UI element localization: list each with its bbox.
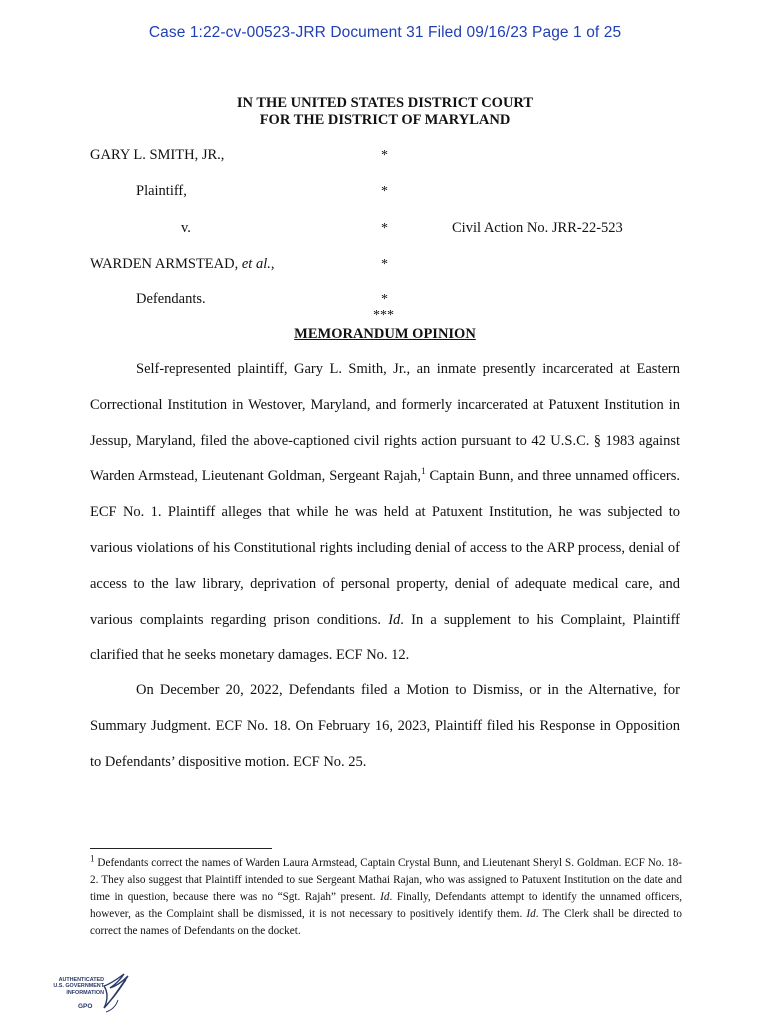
plaintiff-role: Plaintiff,	[136, 183, 187, 199]
footnote-divider	[90, 848, 272, 849]
gpo-seal-line3: INFORMATION	[66, 989, 104, 996]
court-heading-line1: IN THE UNITED STATES DISTRICT COURT	[236, 95, 534, 111]
gpo-seal-abbr: GPO	[78, 1003, 93, 1010]
footnote-reference: 1	[421, 466, 426, 477]
defendant-role: Defendants.	[136, 291, 206, 307]
caption-star: *	[381, 221, 388, 236]
caption-star: *	[381, 184, 388, 199]
gpo-seal-line1: AUTHENTICATED	[58, 977, 104, 983]
gpo-authentication-seal	[44, 970, 132, 1018]
body-paragraph-1	[90, 352, 680, 674]
caption-star: *	[381, 292, 388, 307]
court-heading-line2: FOR THE DISTRICT OF MARYLAND	[259, 112, 511, 128]
footnote-id-2: Id	[526, 907, 536, 920]
p1-text-b: Captain Bunn, and three unnamed officers. ECF No. 1. Plaintiff alleges that while he was held at Patuxent Institution, he was subjected to various violations of his Constitutional rights including denial of access to the ARP process, denial of access to the law library, deprivation of personal property, denial of adequate medical care, and various complaints regarding prison conditions.	[90, 468, 680, 628]
document-title: MEMORANDUM OPINION	[294, 326, 476, 342]
caption-star: *	[381, 148, 388, 163]
footnote-text-b: . Finally, Defendants attempt to identify the unnamed officers, however, as the Complaint shall be dismissed, it is not necessary to positively identify them.	[90, 890, 683, 920]
footnote-1	[90, 855, 682, 940]
p1-text-c: . In a supplement to his Complaint, Plaintiff clarified that he seeks monetary damages. ECF No. 12.	[90, 611, 680, 664]
plaintiff-name: GARY L. SMITH, JR.,	[90, 147, 225, 163]
eagle-icon	[98, 970, 132, 1018]
p1-id-citation: Id	[388, 611, 401, 628]
footnote-text-a: Defendants correct the names of Warden Laura Armstead, Captain Crystal Bunn, and Lieutenant Sheryl S. Goldman. ECF No. 18-2. They also suggest that Plaintiff intended to sue Sergeant Mathai Rajan, who was assigned to Patuxent Institution on the date and time in question, because there was no “Sgt. Rajah” present.	[90, 857, 682, 903]
footnote-id-1: Id	[380, 890, 390, 903]
case-header-stamp: Case 1:22-cv-00523-JRR Document 31 Filed 09/16/23 Page 1 of 25	[148, 24, 622, 41]
et-al: et al.	[241, 256, 271, 272]
gpo-seal-line2: U.S. GOVERNMENT	[53, 983, 104, 990]
caption-stars-row: ***	[373, 308, 394, 323]
gpo-seal-text	[44, 977, 104, 996]
body-paragraph-2	[90, 673, 680, 780]
defendant-name-text: WARDEN ARMSTEAD,	[90, 256, 242, 272]
p2-text: On December 20, 2022, Defendants filed a Motion to Dismiss, or in the Alternative, for Summary Judgment. ECF No. 18. On February 16, 2023, Plaintiff filed his Response in Opposition to Defendants’ dispositive motion. ECF No. 25.	[90, 682, 680, 770]
versus: v.	[181, 220, 191, 236]
caption-star: *	[381, 257, 388, 272]
p1-text-a: Self-represented plaintiff, Gary L. Smith, Jr., an inmate presently incarcerated at Eastern Correctional Institution in Westover, Maryland, and formerly incarcerated at Patuxent Institution in Jessup, Maryland, filed the above-captioned civil rights action pursuant to 42 U.S.C. § 1983 against Warden Armstead, Lieutenant Goldman, Sergeant Rajah,	[90, 361, 680, 485]
defendant-name	[90, 256, 274, 273]
defendant-comma: ,	[270, 256, 275, 272]
footnote-marker: 1	[90, 853, 95, 864]
civil-action-number: Civil Action No. JRR-22-523	[452, 220, 623, 236]
footnote-text-c: . The Clerk shall be directed to correct the names of Defendants on the docket.	[90, 907, 682, 937]
